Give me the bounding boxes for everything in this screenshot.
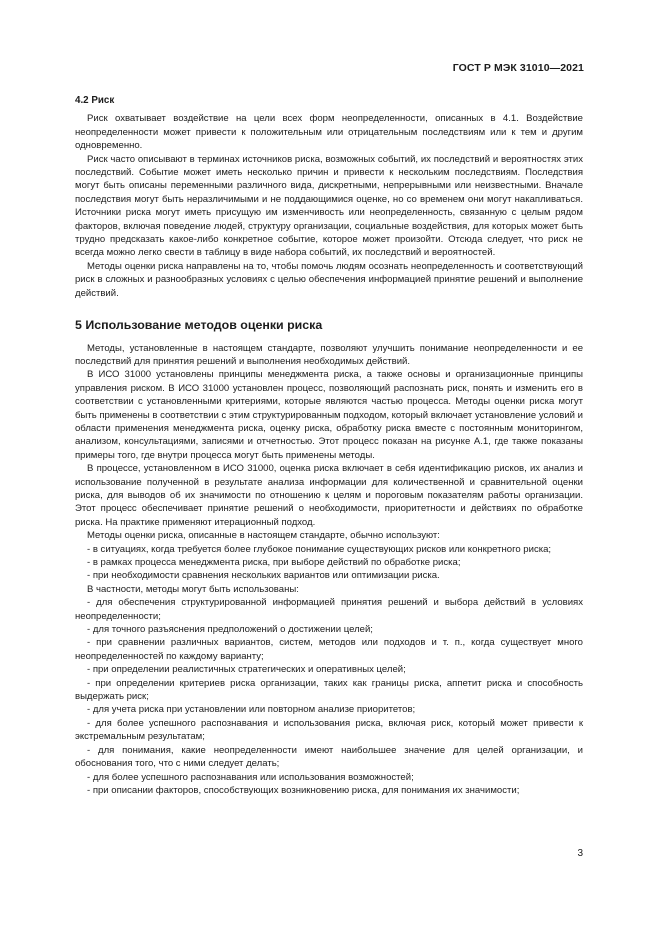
- section-4-2-title: 4.2 Риск: [75, 95, 115, 106]
- list-item: - при сравнении различных вариантов, систем, методов или подходов и т. п., когда существует много неопределенностей по каждому варианту;: [75, 637, 583, 662]
- paragraph: Методы, установленные в настоящем стандарте, позволяют улучшить понимание неопределенности и ее последствий для принятия решений и выполнения необходимых действий.: [75, 342, 583, 367]
- list-item: - для учета риска при установлении или повторном анализе приоритетов;: [87, 704, 416, 716]
- page-number: 3: [577, 848, 583, 859]
- list-item: - в рамках процесса менеджмента риска, при выборе действий по обработке риска;: [87, 557, 461, 568]
- list-item: - для обеспечения структурированной информацией принятия решений и выбора действий в условиях неопределенности;: [75, 597, 583, 622]
- list-item: - при описании факторов, способствующих возникновению риска, для понимания их значимости;: [87, 784, 520, 796]
- paragraph: Методы оценки риска направлены на то, чтобы помочь людям осознать неопределенность и соответствующий риск в сложных и разнообразных условиях с целью обеспечения информацией принятие решений и выполнение действий.: [75, 260, 583, 299]
- list-item: - при необходимости сравнения нескольких вариантов или оптимизации риска.: [87, 570, 440, 582]
- paragraph: В процессе, установленном в ИСО 31000, оценка риска включает в себя идентификацию рисков, их анализ и использование полученной в результате анализа информации для количественной и сравнительной оценки риска, для выводов об их значимости по отношению к целям и пороговым показателям работы организации. Этот процесс обеспечивает принятие решений о необходимости, приоритетности и действиях по обработке риска. На практике применяют итерационный подход.: [75, 463, 583, 528]
- page-content: [75, 94, 583, 797]
- paragraph: Риск часто описывают в терминах источников риска, возможных событий, их последствий и вероятностях этих последствий. Событие может иметь несколько причин и привести к нескольким последствиям. Последствия могут быть описаны переменными различного вида, дискретными, непрерывными или неизвестными. Вначале последствия могут быть неразличимыми и не поддающимися оценке, но со временем они могут накапливаться. Источники риска могут иметь присущую им изменчивость или неопределенность, связанную с целым рядом факторов, включая поведение людей, структуру организации, социальные воздействия, для которых может быть трудно предсказать какое-либо конкретное событие, которое может произойти. Отсюда следует, что риск не всегда можно легко свести в таблицу в виде набора событий, их последствий и вероятностей.: [75, 153, 583, 259]
- section-5-title: 5 Использование методов оценки риска: [75, 318, 323, 333]
- list-item: - для более успешного распознавания и использования риска, включая риск, который может привести к экстремальным результатам;: [75, 717, 583, 743]
- paragraph: Риск охватывает воздействие на цели всех форм неопределенности, описанных в 4.1. Воздействие неопределенности может привести к положительным или отрицательным последствиям или к тем и другим одновременно.: [75, 113, 583, 152]
- list-item: - в ситуациях, когда требуется более глубокое понимание существующих рисков или конкретного риска;: [87, 543, 552, 555]
- paragraph: В ИСО 31000 установлены принципы менеджмента риска, а также основы и организационные принципы управления риском. В ИСО 31000 установлен процесс, позволяющий распознать риск, понять и изменить его в соответствии с установленными критериями, которые являются частью процесса. Методы оценки риска могут быть применены в соответствии с этим структурированным подходом, который включает установление условий и области применения менеджмента риска, оценку риска, обработку риска вместе с постоянным мониторингом, анализом, консультациями, записями и отчетностью. Этот процесс показан на рисунке А.1, где также показаны примеры того, где внутри процесса могут быть применены методы.: [75, 369, 583, 461]
- paragraph: В частности, методы могут быть использованы:: [87, 583, 299, 595]
- list-item: - при определении критериев риска организации, таких как границы риска, аппетит риска и способность выдержать риск;: [75, 677, 583, 703]
- list-item: - для понимания, какие неопределенности имеют наибольшее значение для целей организации, и обоснования того, что с ними следует делать;: [75, 744, 583, 770]
- list-item: - для точного разъяснения предположений о достижении целей;: [87, 624, 373, 636]
- list-item: - при определении реалистичных стратегических и оперативных целей;: [87, 664, 406, 676]
- standard-header: ГОСТ Р МЭК 31010—2021: [452, 62, 584, 74]
- list-item: - для более успешного распознавания или использования возможностей;: [87, 771, 414, 783]
- paragraph: Методы оценки риска, описанные в настоящем стандарте, обычно используют:: [87, 530, 440, 542]
